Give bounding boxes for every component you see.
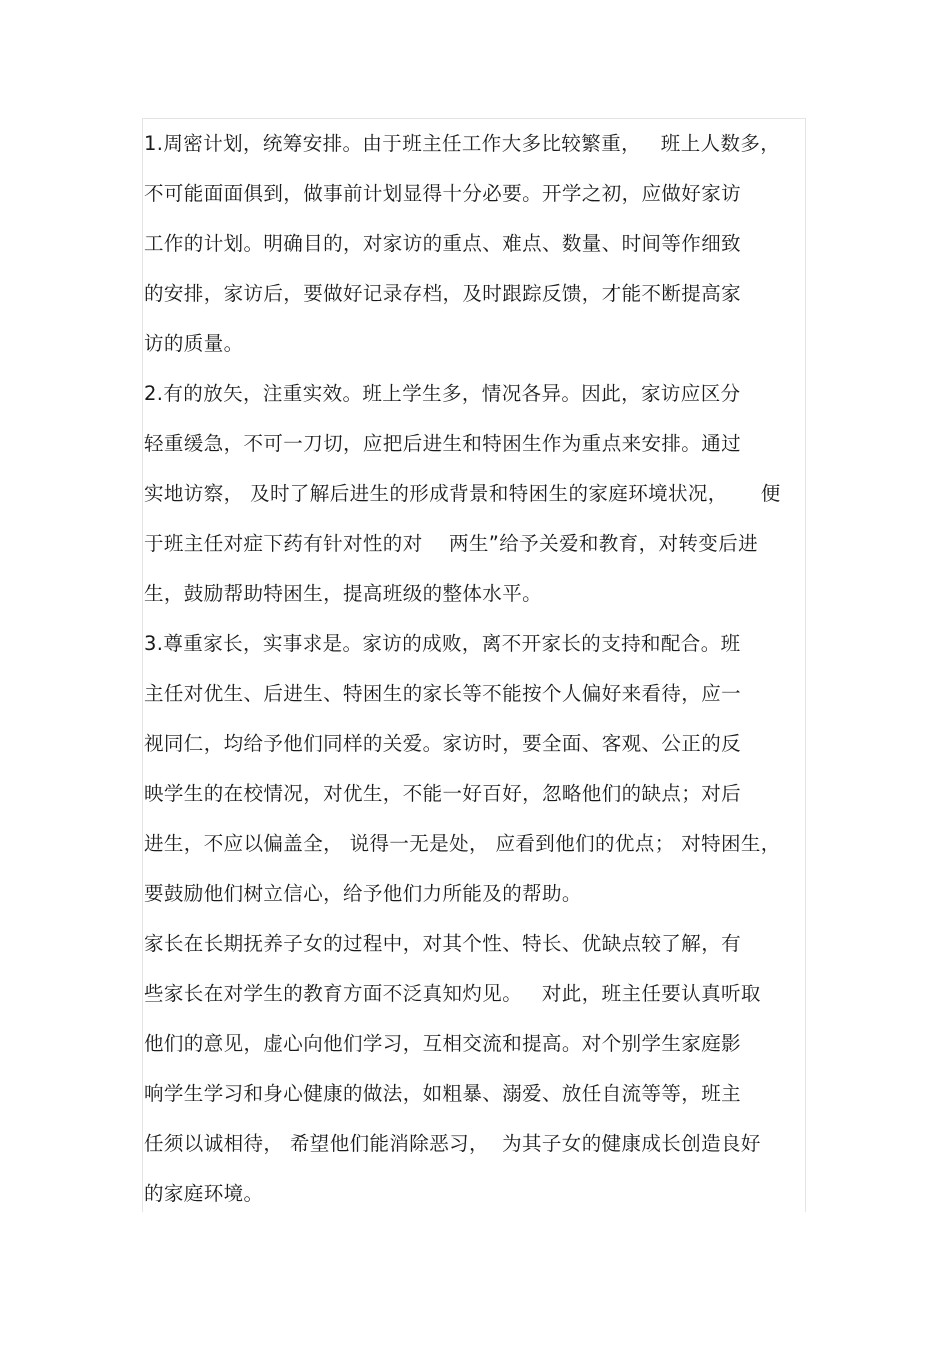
text-line: 进生，不应以偏盖全， 说得一无是处， 应看到他们的优点； 对特困生， — [144, 832, 781, 855]
text-line: 响学生学习和身心健康的做法，如粗暴、溺爱、放任自流等等，班主 — [144, 1082, 742, 1105]
text-line: 生，鼓励帮助特困生，提高班级的整体水平。 — [144, 582, 543, 605]
text-line: 的家庭环境。 — [144, 1182, 264, 1205]
text-line: 于班主任对症下药有针对性的对 两生”给予关爱和教育，对转变后进 — [144, 532, 758, 555]
text-line: 任须以诚相待， 希望他们能消除恶习， 为其子女的健康成长创造良好 — [144, 1132, 761, 1155]
text-line: 家长在长期抚养子女的过程中，对其个性、特长、优缺点较了解，有 — [144, 932, 742, 955]
text-line: 主任对优生、后进生、特困生的家长等不能按个人偏好来看待，应一 — [144, 682, 742, 705]
text-line: 2.有的放矢，注重实效。班上学生多，情况各异。因此，家访应区分 — [144, 382, 741, 405]
text-line: 访的质量。 — [144, 332, 244, 355]
text-line: 视同仁，均给予他们同样的关爱。家访时，要全面、客观、公正的反 — [144, 732, 742, 755]
text-line: 不可能面面俱到，做事前计划显得十分必要。开学之初，应做好家访 — [144, 182, 742, 205]
text-line: 要鼓励他们树立信心，给予他们力所能及的帮助。 — [144, 882, 582, 905]
document-body — [144, 124, 812, 1224]
text-line: 3.尊重家长，实事求是。家访的成败，离不开家长的支持和配合。班 — [144, 632, 741, 655]
text-line: 1.周密计划，统筹安排。由于班主任工作大多比较繁重， 班上人数多， — [144, 132, 781, 155]
text-line: 实地访察， 及时了解后进生的形成背景和特困生的家庭环境状况， 便 — [144, 482, 781, 505]
text-line: 些家长在对学生的教育方面不泛真知灼见。 对此，班主任要认真听取 — [144, 982, 761, 1005]
text-line: 的安排，家访后，要做好记录存档，及时跟踪反馈，才能不断提高家 — [144, 282, 742, 305]
text-line: 轻重缓急，不可一刀切，应把后进生和特困生作为重点来安排。通过 — [144, 432, 742, 455]
text-line: 工作的计划。明确目的，对家访的重点、难点、数量、时间等作细致 — [144, 232, 742, 255]
text-line: 他们的意见，虚心向他们学习，互相交流和提高。对个别学生家庭影 — [144, 1032, 742, 1055]
text-line: 映学生的在校情况，对优生，不能一好百好，忽略他们的缺点；对后 — [144, 782, 742, 805]
